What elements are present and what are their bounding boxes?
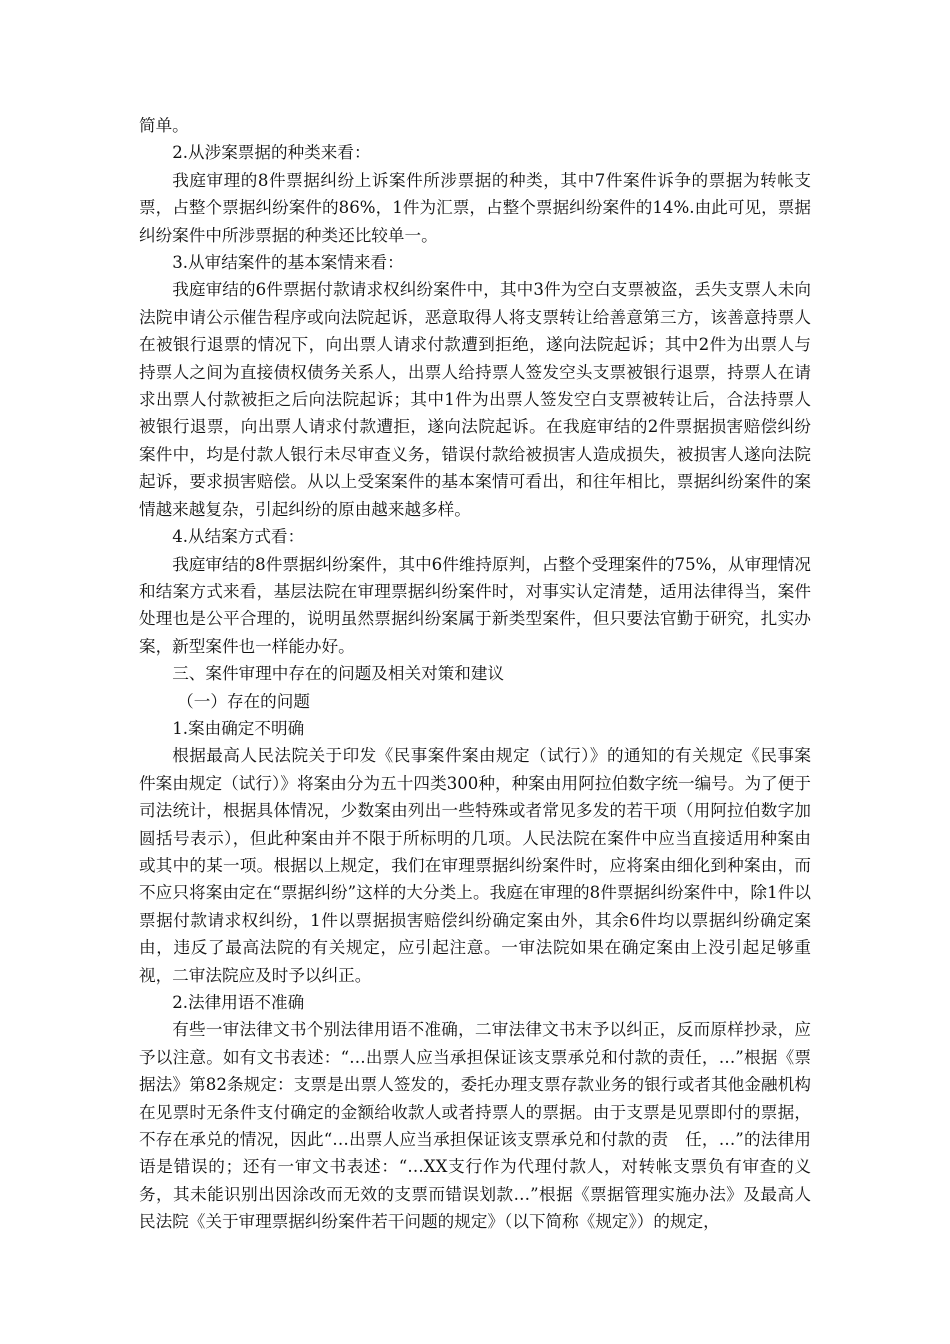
paragraph: 简单。 xyxy=(139,116,189,135)
document-body xyxy=(139,112,811,1236)
paragraph: 我庭审理的8件票据纠纷上诉案件所涉票据的种类，其中7件案件诉争的票据为转帐支票，占整个票据纠纷案件的86%，1件为汇票，占整个票据纠纷案件的14%.由此可见，票据纠纷案件中所涉票据的种类还比较单一。 xyxy=(139,170,811,245)
section-heading: 4.从结案方式看： xyxy=(172,527,305,547)
section-heading: 2.法律用语不准确 xyxy=(172,993,305,1012)
section-heading: 1.案由确定不明确 xyxy=(172,718,305,738)
section-heading: 3.从审结案件的基本案情来看： xyxy=(172,253,404,273)
paragraph: 根据最高人民法院关于印发《民事案件案由规定（试行）》的通知的有关规定《民事案件案由规定（试行）》将案由分为五十四类300种，种案由用阿拉伯数字统一编号。为了便于司法统计，根据具体情况，少数案由列出一些特殊或者常见多发的若干项（用阿拉伯数字加圆括号表示），但此种案由并不限于所标明的几项。人民法院在案件中应当直接适用种案由或其中的某一项。根据以上规定，我们在审理票据纠纷案件时，应将案由细化到种案由，而不应只将案由定在“票据纠纷”这样的大分类上。我庭在审理的8件票据纠纷案件中，除1件以票据付款请求权纠纷，1件以票据损害赔偿纠纷确定案由外，其余6件均以票据纠纷确定案由，违反了最高法院的有关规定，应引起注意。一审法院如果在确定案由上没引起足够重视，二审法院应及时予以纠正。 xyxy=(139,746,811,985)
paragraph: 我庭审结的8件票据纠纷案件，其中6件维持原判，占整个受理案件的75%，从审理情况和结案方式来看，基层法院在审理票据纠纷案件时，对事实认定清楚，适用法律得当，案件处理也是公平合理的，说明虽然票据纠纷案属于新类型案件，但只要法官勤于研究，扎实办案，新型案件也一样能办好。 xyxy=(139,554,811,656)
subchapter-heading: （一）存在的问题 xyxy=(177,691,310,711)
paragraph: 我庭审结的6件票据付款请求权纠纷案件中，其中3件为空白支票被盗，丢失支票人未向法院申请公示催告程序或向法院起诉，恶意取得人将支票转让给善意第三方，该善意持票人在被银行退票的情况下，向出票人请求付款遭到拒绝，遂向法院起诉；其中2件为出票人与持票人之间为直接债权债务关系人，出票人给持票人签发空头支票被银行退票，持票人在请求出票人付款被拒之后向法院起诉；其中1件为出票人签发空白支票被转让后，合法持票人被银行退票，向出票人请求付款遭拒，遂向法院起诉。在我庭审结的2件票据损害赔偿纠纷案件中，均是付款人银行未尽审查义务，错误付款给被损害人造成损失，被损害人遂向法院起诉，要求损害赔偿。从以上受案案件的基本案情可看出，和往年相比，票据纠纷案件的案情越来越复杂，引起纠纷的原由越来越多样。 xyxy=(139,280,811,519)
paragraph: 有些一审法律文书个别法律用语不准确，二审法律文书末予以纠正，反而原样抄录，应予以注意。如有文书表述：“…出票人应当承担保证该支票承兑和付款的责任，…”根据《票据法》第82条规定：支票是出票人签发的，委托办理支票存款业务的银行或者其他金融机构在见票时无条件支付确定的金额给收款人或者持票人的票据。由于支票是见票即付的票据，不存在承兑的情况，因此“…出票人应当承担保证该支票承兑和付款的责 任，…”的法律用语是错误的；还有一审文书表述：“…XX支行作为代理付款人，对转帐支票负有审查的义务，其未能识别出因涂改而无效的支票而错误划款…”根据《票据管理实施办法》及最高人民法院《关于审理票据纠纷案件若干问题的规定》（以下简称《规定》）的规定， xyxy=(139,1020,811,1232)
section-heading: 2.从涉案票据的种类来看： xyxy=(172,143,371,163)
chapter-heading: 三、案件审理中存在的问题及相关对策和建议 xyxy=(172,664,505,684)
